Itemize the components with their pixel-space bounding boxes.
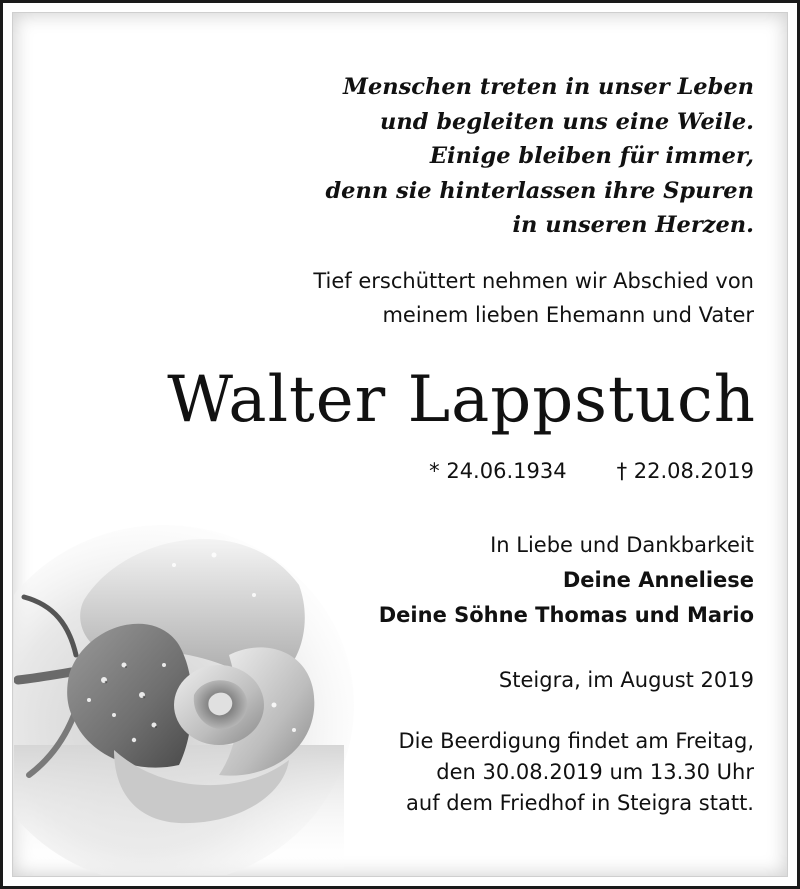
mourner-sons: Deine Söhne Thomas und Mario [378,603,754,627]
intro-line: Tief erschüttert nehmen wir Abschied von [313,269,754,293]
intro-text [313,264,754,332]
funeral-line: auf dem Friedhof in Steigra statt. [406,791,754,815]
funeral-line: Die Beerdigung findet am Freitag, [398,729,754,753]
funeral-line: den 30.08.2019 um 13.30 Uhr [436,760,754,784]
rose-icon [14,505,354,875]
mourners [379,528,754,633]
poem-line: denn sie hinterlassen ihre Spuren [325,177,754,204]
life-dates [429,456,754,486]
poem-line: Einige bleiben für immer, [429,143,754,170]
intro-line: meinem lieben Ehemann und Vater [382,303,754,327]
deceased-name: Walter Lappstuch [167,363,756,437]
mourner-wife: Deine Anneliese [562,568,754,592]
dedication-line: In Liebe und Dankbarkeit [490,533,754,557]
place-date: Steigra, im August 2019 [498,668,754,692]
poem [325,70,754,243]
birth-date: * 24.06.1934 [429,459,567,483]
poem-line: Menschen treten in unser Leben [343,74,754,100]
funeral-info [398,726,754,819]
poem-line: in unseren Herzen. [512,212,754,239]
death-date: † 22.08.2019 [616,459,754,483]
poem-line: und begleiten uns eine Weile. [380,108,754,135]
